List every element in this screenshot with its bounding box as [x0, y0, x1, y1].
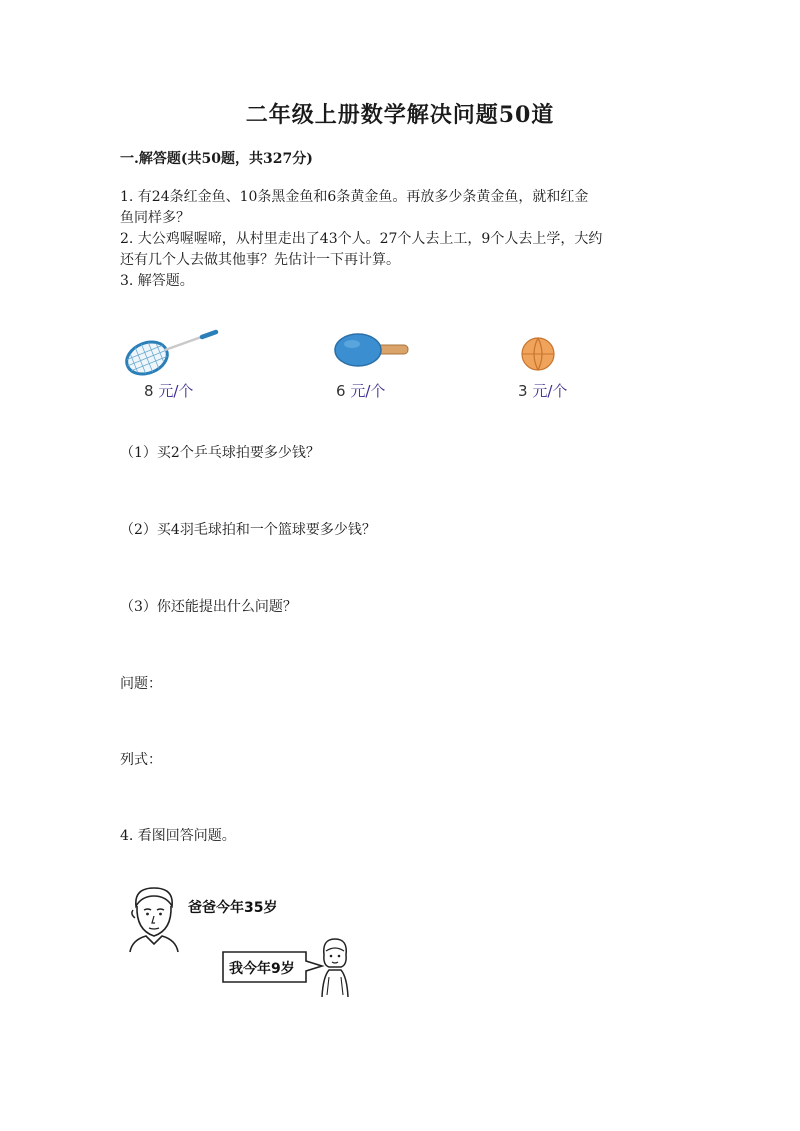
- father-face-icon: [126, 884, 182, 954]
- price-unit: 元/个: [158, 382, 194, 400]
- question-2-line-1: 2. 大公鸡喔喔啼，从村里走出了43个人。27个人去上工，9个人去上学，大约: [120, 231, 603, 247]
- sub-question-3: （3）你还能提出什么问题？: [120, 599, 297, 615]
- sub-question-2: （2）买4羽毛球拍和一个篮球要多少钱？: [120, 522, 376, 538]
- price-label-racket: [144, 380, 193, 401]
- price-unit: 元/个: [532, 382, 568, 400]
- girl-speech-text: 我今年9岁: [229, 961, 295, 977]
- girl-figure-icon: [314, 937, 356, 999]
- question-4-header: 4. 看图回答问题。: [120, 828, 236, 844]
- basketball-icon: [518, 336, 560, 372]
- ping-pong-paddle-icon: [334, 332, 414, 372]
- price-label-paddle: [336, 380, 385, 401]
- question-2-line-2: 还有几个人去做其他事？先估计一下再计算。: [120, 252, 400, 268]
- father-speech-text: 爸爸今年35岁: [188, 900, 278, 916]
- price-value: 6: [336, 382, 346, 400]
- price-value: 8: [144, 382, 154, 400]
- question-1-line-2: 鱼同样多？: [120, 210, 190, 226]
- formula-label: 列式：: [120, 752, 162, 768]
- price-label-basketball: [518, 380, 567, 401]
- section-heading: 一.解答题(共50题，共327分): [120, 151, 313, 167]
- sub-question-1: （1）买2个乒乓球拍要多少钱？: [120, 445, 320, 461]
- question-1-line-1: 1. 有24条红金鱼、10条黑金鱼和6条黄金鱼。再放多少条黄金鱼，就和红金: [120, 189, 589, 205]
- price-value: 3: [518, 382, 528, 400]
- ask-label: 问题：: [120, 676, 162, 692]
- price-unit: 元/个: [350, 382, 386, 400]
- question-3-header: 3. 解答题。: [120, 273, 194, 289]
- page-title: 二年级上册数学解决问题50道: [245, 102, 555, 128]
- badminton-racket-icon: [120, 326, 220, 382]
